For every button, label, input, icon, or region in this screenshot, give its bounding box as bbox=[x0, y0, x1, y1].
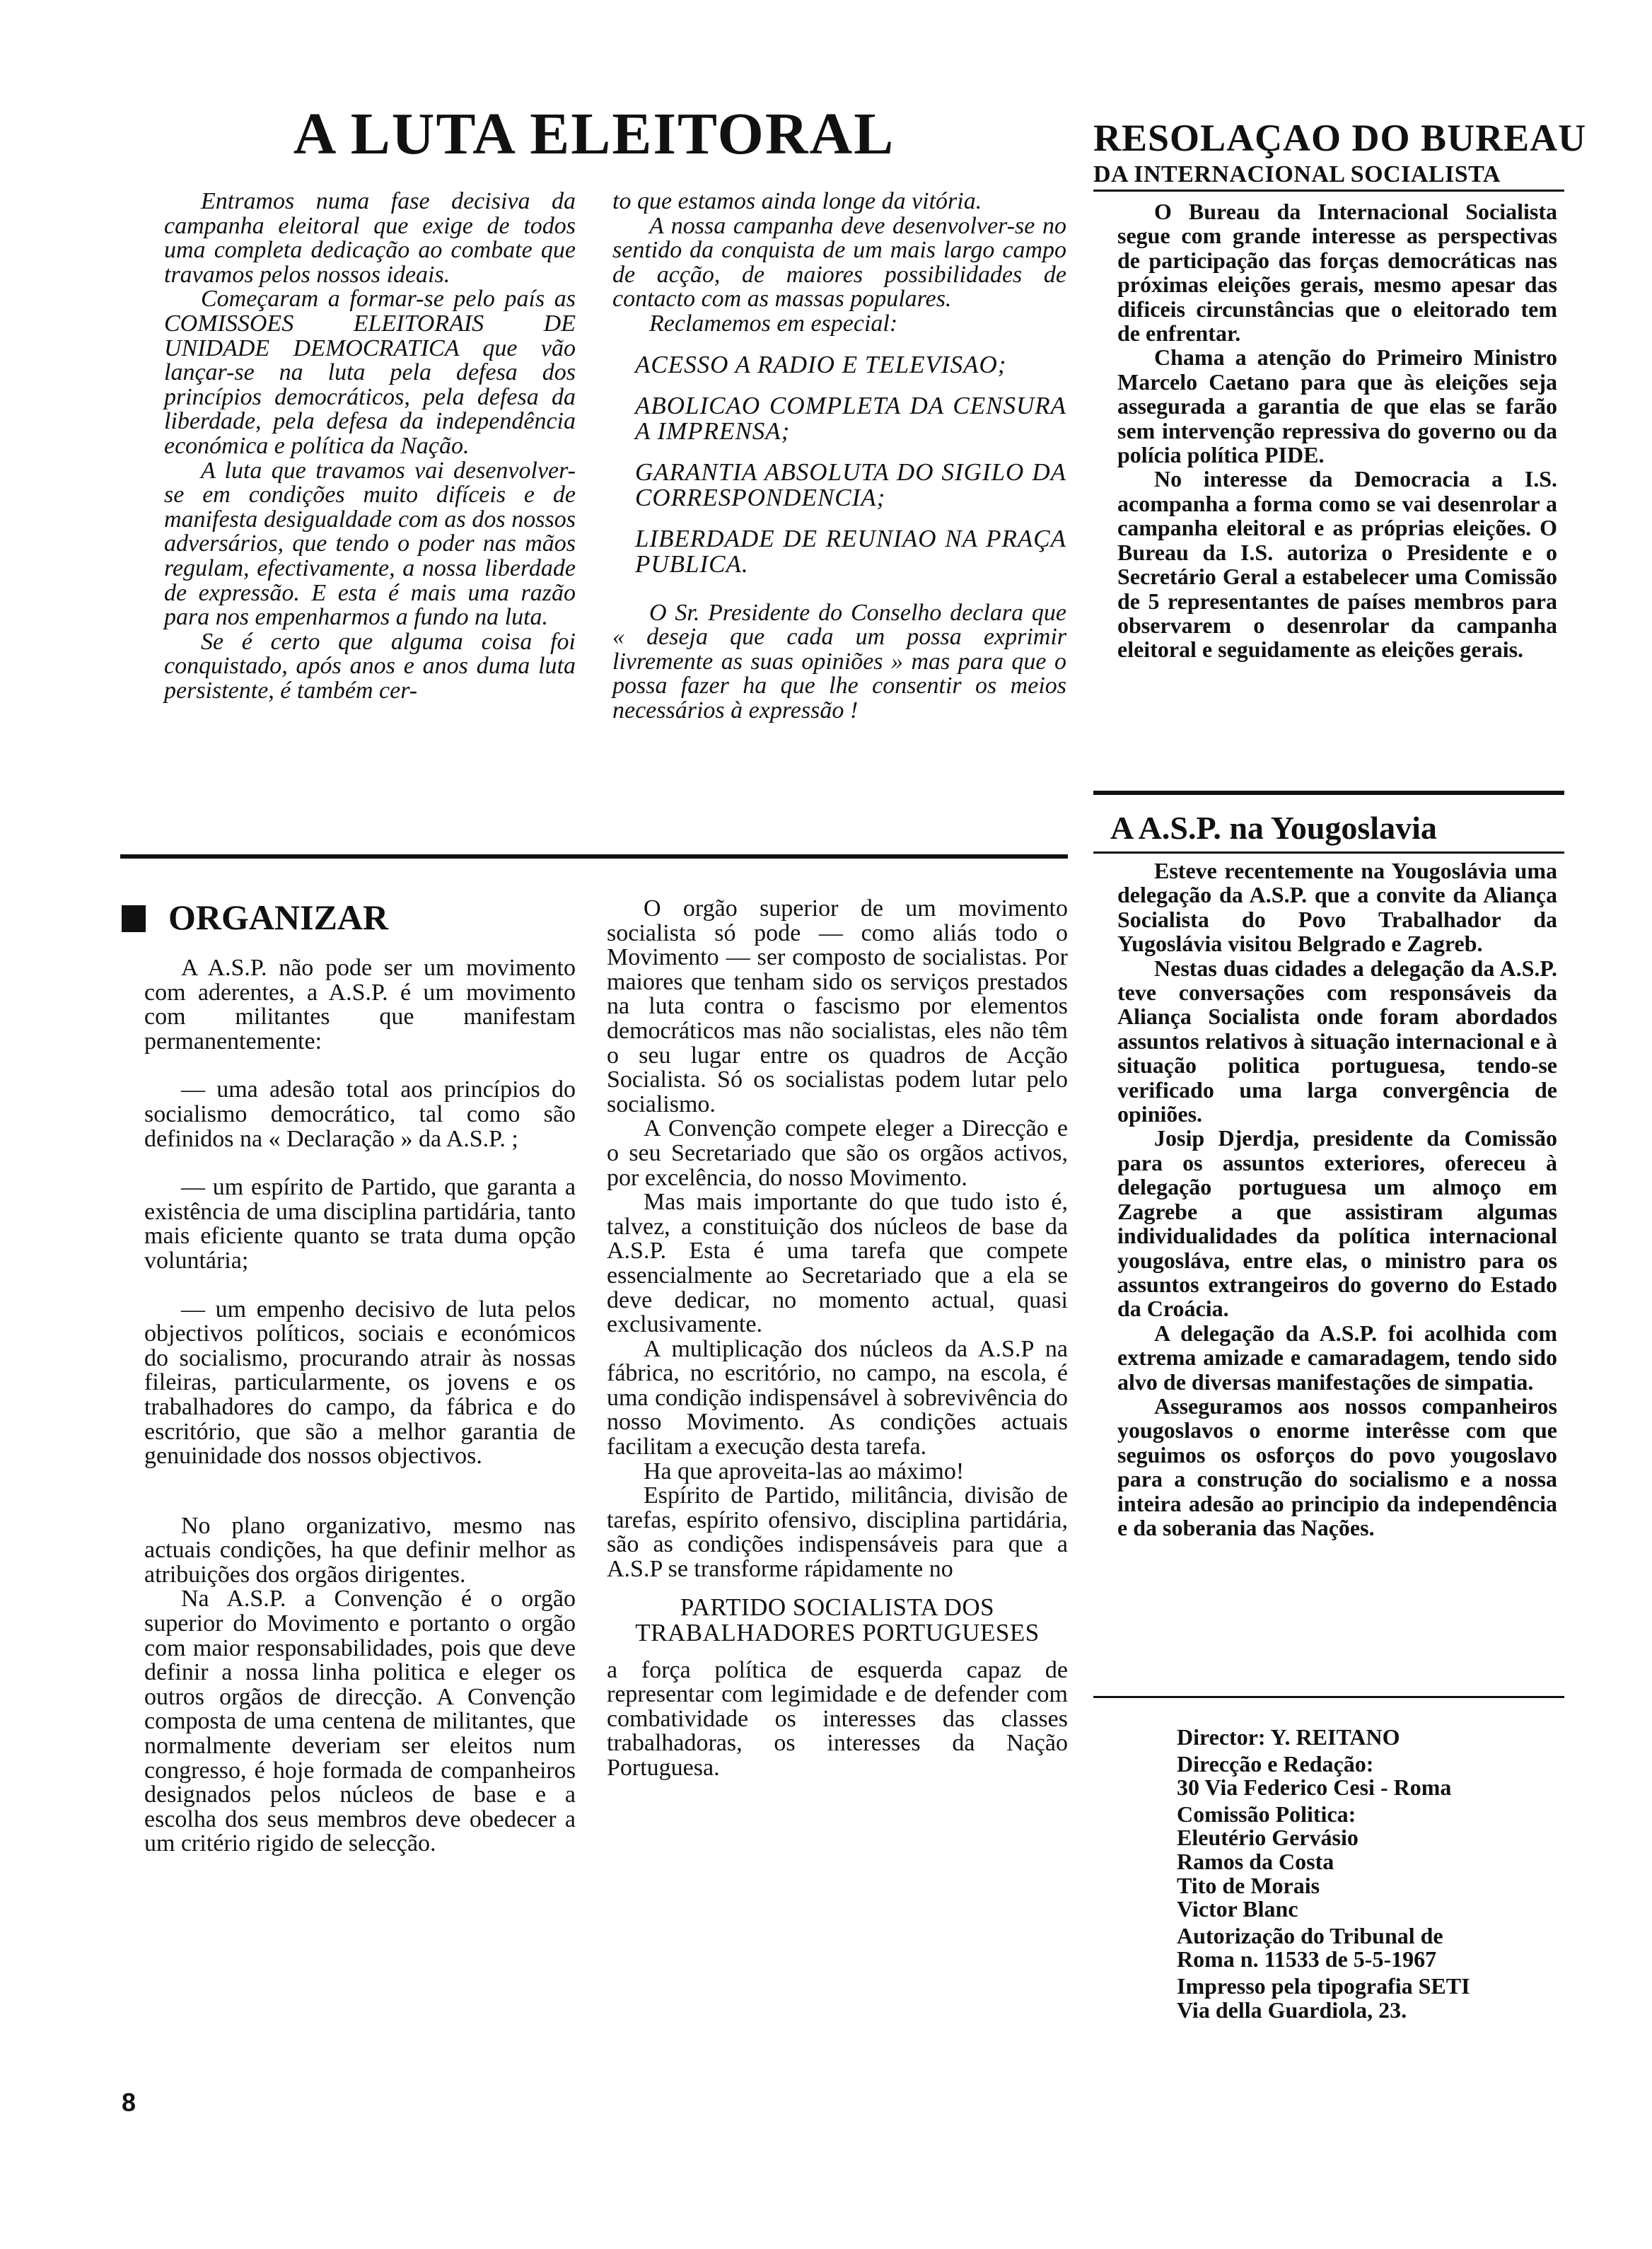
luta-paragraph: to que estamos ainda longe da vitória. bbox=[612, 188, 982, 214]
party-name-line: TRABALHADORES PORTUGUESES bbox=[635, 1618, 1040, 1646]
party-name-line: PARTIDO SOCIALISTA DOS bbox=[680, 1593, 995, 1621]
resolucao-rule bbox=[1093, 190, 1564, 192]
section-divider bbox=[120, 854, 1068, 859]
imprint-member: Ramos da Costa bbox=[1177, 1848, 1334, 1874]
imprint-redacao-label: Direcção e Redação: bbox=[1177, 1750, 1374, 1777]
organizar-paragraph: a força política de esquerda capaz de representar com legimidade e de defender com combatividade os interesses das classes trabalhadoras, os interesses da Nação Portuguesa. bbox=[607, 1656, 1068, 1781]
asp-rule bbox=[1093, 852, 1564, 854]
organizar-list-item: — uma adesão total aos princípios do socialismo democrático, tal como são definidos na « Declaração » da A.S.P. ; bbox=[144, 1076, 576, 1152]
resolucao-paragraph: No interesse da Democracia a I.S. acompanha a forma como se vai desenrolar a campanha eleitoral e as próprias eleições. O Bureau da I.S. autoriza o Presidente e o Secretário Geral a estabelecer uma Comissão de 5 representantes de países membros para observarem o desenrolar da campanha eleitoral e seguidamente as eleições gerais. bbox=[1117, 466, 1557, 663]
organizar-paragraph: No plano organizativo, mesmo nas actuais condições, ha que definir melhor as atribuições dos orgãos dirigentes. bbox=[144, 1512, 576, 1588]
organizar-paragraph: Na A.S.P. a Convenção é o orgão superior do Movimento e portanto o orgão com maior responsabilidades, pois que deve definir a nossa linha politica e eleger os outros orgãos de direcção. A Convenção composta de uma centena de militantes, que normalmente deveriam ser eleitos num congresso, é hoje formada de companheiros designados pelos núcleos de base e a escolha dos seus membros deve obedecer a um critério rigido de selecção. bbox=[144, 1586, 576, 1857]
luta-paragraph: Se é certo que alguma coisa foi conquistado, após anos e anos duma luta persistente, é também cer- bbox=[164, 628, 576, 704]
imprint-redacao-address: 30 Via Federico Cesi - Roma bbox=[1177, 1774, 1452, 1801]
organizar-column-2 bbox=[607, 897, 1068, 1781]
resolucao-paragraph: Chama a atenção do Primeiro Ministro Marcelo Caetano para que às eleições seja assegurada a garantia de que elas se farão sem intervenção repressiva do governo ou da polícia política PIDE. bbox=[1117, 344, 1557, 468]
section-marker-square bbox=[122, 905, 146, 932]
imprint-impresso: Via della Guardiola, 23. bbox=[1177, 1997, 1407, 2023]
imprint-member: Eleutério Gervásio bbox=[1177, 1825, 1359, 1851]
resolucao-subtitle: DA INTERNACIONAL SOCIALISTA bbox=[1093, 161, 1501, 187]
organizar-paragraph: A Convenção compete eleger a Direcção e o seu Secretariado que são os orgãos activos, por excelência, do nosso Movimento. bbox=[607, 1115, 1068, 1191]
imprint-director: Director: Y. REITANO bbox=[1177, 1724, 1400, 1750]
organizar-column-1 bbox=[144, 956, 576, 1856]
organizar-paragraph: Mas mais importante do que tudo isto é, talvez, a constituição dos núcleos de base da A.S.P. Esta é uma tarefa que compete essencialmente ao Secretariado que a ela se deve dedicar, no momento actual, quasi exclusivamente. bbox=[607, 1189, 1068, 1338]
imprint-autorizacao: Roma n. 11533 de 5-5-1967 bbox=[1177, 1946, 1437, 1972]
asp-paragraph: Asseguramos aos nossos companheiros yougoslavos o enorme interêsse com que seguimos os osforços do povo yougoslavo para a construção do socialismo e a nossa inteira adesão ao principio da independência e da soberania das Nações. bbox=[1117, 1393, 1557, 1540]
luta-closing-paragraph: O Sr. Presidente do Conselho declara que « deseja que cada um possa exprimir livremente as suas opiniões » mas para que o possa fazer ha que lhe consentir os meios necessários à expressão ! bbox=[612, 599, 1066, 723]
luta-demand: GARANTIA ABSOLUTA DO SIGILO DA CORRESPONDENCIA; bbox=[635, 458, 1066, 511]
imprint-box bbox=[1177, 1726, 1559, 2025]
luta-paragraph: A luta que travamos vai desenvolver-se em condições muito difíceis e de manifesta desigualdade com as dos nossos adversários, que tendo o poder nas mãos regulam, efectivamente, a nossa liberdade de expressão. E esta é mais uma razão para nos empenharmos a fundo na luta. bbox=[164, 457, 576, 631]
resolucao-title: RESOLAÇAO DO BUREAU bbox=[1093, 117, 1587, 159]
organizar-list-item: — um empenho decisivo de luta pelos objectivos políticos, sociais e económicos do socialismo, procurando atrair às nossas fileiras, particularmente, os jovens e os trabalhadores do campo, da fábrica e do escritório, que são a melhor garantia de genuinidade dos nossos objectivos. bbox=[144, 1296, 576, 1470]
organizar-paragraph: A A.S.P. não pode ser um movimento com aderentes, a A.S.P. é um movimento com militantes que manifestam permanentemente: bbox=[144, 955, 576, 1054]
asp-yougoslavia-title: A A.S.P. na Yougoslavia bbox=[1110, 810, 1437, 846]
asp-paragraph: A delegação da A.S.P. foi acolhida com extrema amizade e camaradagem, tendo sido alvo de diversas manifestações de simpatia. bbox=[1117, 1320, 1557, 1395]
organizar-paragraph: Espírito de Partido, militância, divisão de tarefas, espírito ofensivo, disciplina partidária, são as condições indispensáveis para que a A.S.P se transforme rápidamente no bbox=[607, 1482, 1068, 1583]
page-number: 8 bbox=[122, 2088, 136, 2117]
luta-demand: ABOLICAO COMPLETA DA CENSURA A IMPRENSA; bbox=[635, 391, 1066, 445]
resolucao-paragraph: O Bureau da Internacional Socialista segue com grande interesse as perspectivas de participação das forças democráticas nas próximas eleições gerais, mesmo apesar das dificeis circunstâncias que o eleitorado tem de enfrentar. bbox=[1117, 199, 1557, 347]
organizar-paragraph: Ha que aproveita-las ao máximo! bbox=[644, 1458, 965, 1484]
luta-paragraph: Começaram a formar-se pelo país as COMISSOES ELEITORAIS DE UNIDADE DEMOCRATICA que vão lançar-se na luta pela defesa dos princípios democráticos, pela defesa da liberdade, pela defesa da independência económica e política da Nação. bbox=[164, 286, 576, 459]
party-name bbox=[607, 1595, 1068, 1646]
organizar-paragraph: A multiplicação dos núcleos da A.S.P na fábrica, no escritório, no campo, na escola, é uma condição indispensável à sobrevivência do nosso Movimento. As condições actuais facilitam a execução desta tarefa. bbox=[607, 1335, 1068, 1460]
luta-paragraph: Entramos numa fase decisiva da campanha eleitoral que exige de todos uma completa dedicação ao combate que travamos pelos nossos ideais. bbox=[164, 188, 576, 288]
organizar-paragraph: O orgão superior de um movimento socialista só pode — como aliás todo o Movimento — ser composto de socialistas. Por maiores que tenham sido os serviços prestados na luta contra o fascismo por elementos democráticos mas não socialistas, eles não têm o seu lugar entre os quadros de Acção Socialista. Só os socialistas podem lutar pelo socialismo. bbox=[607, 895, 1068, 1117]
section-divider bbox=[1093, 791, 1564, 795]
imprint-member: Victor Blanc bbox=[1177, 1896, 1298, 1922]
luta-eleitoral-title: A LUTA ELEITORAL bbox=[293, 101, 895, 167]
imprint-member: Tito de Morais bbox=[1177, 1872, 1320, 1898]
luta-paragraph: Reclamemos em especial: bbox=[649, 310, 898, 337]
imprint-impresso: Impresso pela tipografia SETI bbox=[1177, 1972, 1470, 1999]
imprint-comissao-label: Comissão Politica: bbox=[1177, 1801, 1356, 1827]
asp-yougoslavia-body bbox=[1117, 859, 1557, 1540]
imprint-rule bbox=[1093, 1696, 1564, 1698]
organizar-title: ORGANIZAR bbox=[168, 897, 389, 937]
asp-paragraph: Josip Djerdja, presidente da Comissão para os assuntos exteriores, ofereceu à delegação portuguesa um almoço em Zagrebe a que assistiram algumas individualidades da política internacional yougosláva, entre elas, o ministro para os assuntos extrangeiros do governo do Estado da Croácia. bbox=[1117, 1125, 1557, 1322]
asp-paragraph: Esteve recentemente na Yougoslávia uma delegação da A.S.P. que a convite da Aliança Socialista do Povo Trabalhador da Yugoslávia visitou Belgrado e Zagreb. bbox=[1117, 858, 1557, 957]
imprint-autorizacao: Autorização do Tribunal de bbox=[1177, 1922, 1443, 1948]
luta-column-2 bbox=[612, 190, 1066, 723]
luta-demand: LIBERDADE DE REUNIAO NA PRAÇA PUBLICA. bbox=[635, 524, 1066, 578]
luta-paragraph: A nossa campanha deve desenvolver-se no sentido da conquista de um mais largo campo de acção, de maiores possibilidades de contacto com as massas populares. bbox=[612, 212, 1066, 313]
luta-column-1 bbox=[164, 190, 576, 703]
luta-demand: ACESSO A RADIO E TELEVISAO; bbox=[635, 350, 1007, 378]
organizar-list-item: — um espírito de Partido, que garanta a existência de uma disciplina partidária, tanto mais eficiente quanto se trata duma opção voluntária; bbox=[144, 1174, 576, 1274]
asp-paragraph: Nestas duas cidades a delegação da A.S.P. teve conversações com responsáveis da Aliança Socialista onde foram abordados assuntos relativos à situação internacional e à situação politica portuguesa, tendo-se verificado uma larga convergência de opiniões. bbox=[1117, 955, 1557, 1127]
resolucao-body bbox=[1117, 199, 1557, 662]
